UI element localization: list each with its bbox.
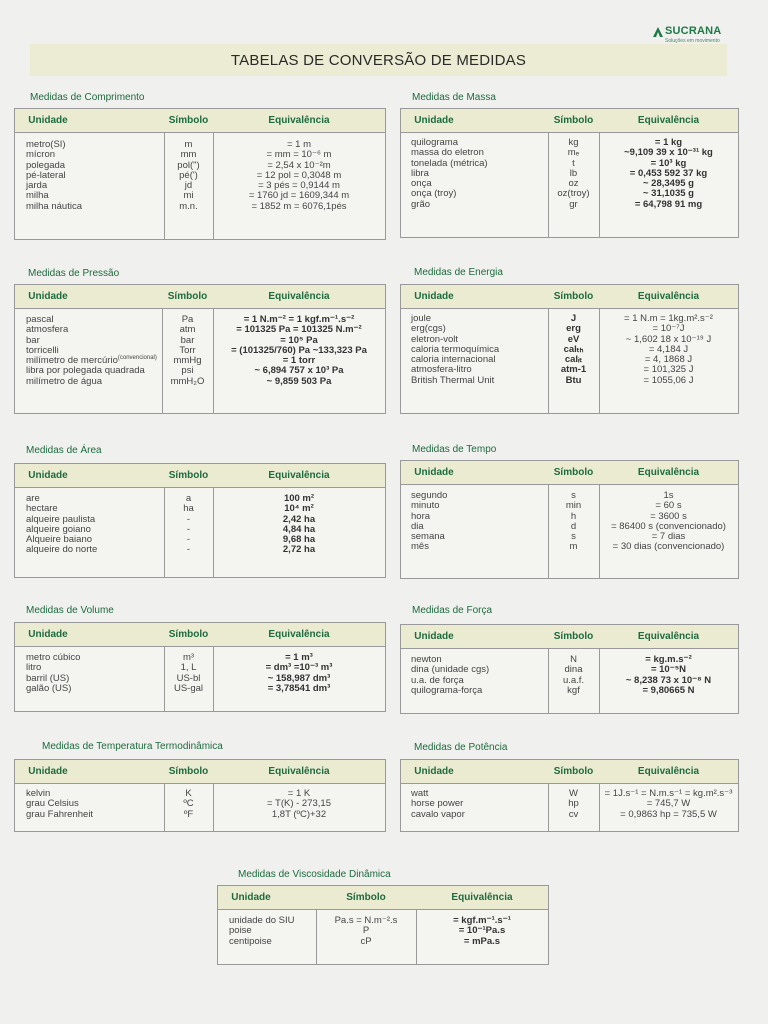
table-cell: = 3,78541 dm³ [267,682,331,694]
table-cell: alqueire do norte [26,544,98,556]
table-cell: oz [568,178,579,190]
table-cell: = 10⁵ Pa [280,334,318,346]
section-title-massa: Medidas de Massa [412,92,496,103]
table-cell: calᵢₜ [564,354,583,366]
table-cell: m [569,541,578,553]
table-temperatura [14,759,386,832]
table-cell: hora [411,510,431,522]
table-cell: are [26,493,40,504]
table-cell: mₑ [567,147,580,159]
symbol-column [548,314,599,386]
header-symbol: Símbolo [553,631,594,642]
table-cell: u.a. de força [411,674,464,686]
table-cell: libra por polegada quadrada [26,365,145,377]
table-cell: N [570,654,577,665]
table-cell: alqueire paulista [26,513,96,525]
unit-column [411,655,489,696]
table-cell: = 3600 s [650,510,687,522]
section-title-pressao: Medidas de Pressão [28,268,120,279]
table-cell: pé(') [179,169,198,181]
table-header [401,760,738,784]
table-cell: = 4, 1868 J [644,354,693,366]
equivalence-column [599,655,738,696]
table-cell: = 10⁻⁷J [652,323,685,335]
header-symbol: Símbolo [346,892,386,903]
table-cell: u.a.f. [562,674,585,686]
header-symbol: Símbolo [168,115,209,126]
header-equivalence: Equivalência [637,115,700,126]
table-cell: = 1 torr [282,355,316,367]
equivalence-column [599,138,738,210]
table-cell: = 2,54 x 10⁻²m [267,159,331,171]
table-cell: ~9,109 39 x 10⁻³¹ kg [624,147,713,159]
table-cell: = kgf.m⁻¹.s⁻¹ [453,915,511,926]
unit-column [26,494,97,556]
table-cell: centipoise [229,935,272,947]
table-cell: eV [567,333,580,345]
table-cell: lb [569,167,578,179]
table-cell: milímetro de mercúrio$^{(convencional)}$ [26,355,157,367]
table-volume [14,622,386,712]
table-cell: oz(troy) [557,188,590,200]
symbol-column [164,140,213,212]
table-cell: 1s [663,490,674,501]
table-cell: milha [26,190,49,202]
table-cell: US-bl [176,672,201,684]
table-cell: ºC [183,798,194,810]
equivalence-column [213,494,385,556]
table-cell: = mm = 10⁻⁶ m [266,149,332,161]
header-equivalence: Equivalência [268,470,330,481]
table-cell: ºF [183,808,194,820]
table-cell: t [572,157,575,169]
table-cell: 9,68 ha [282,534,316,546]
table-cell: = 1 N.m = 1kg.m².s⁻² [624,313,713,324]
table-cell: cP [360,935,372,947]
table-header [401,625,738,649]
header-symbol: Símbolo [553,291,594,302]
table-cell: 2,42 ha [282,513,316,525]
table-cell: pé-lateral [26,169,66,181]
table-cell: grau Fahrenheit [26,808,94,820]
table-header [15,623,385,647]
header-unit: Unidade [231,892,271,903]
table-cell: = 1 kg [654,137,683,148]
table-cell: onça (troy) [411,188,457,200]
table-cell: erg(cgs) [411,323,446,335]
table-comprimento [14,108,386,240]
table-cell: = 64,798 91 mg [634,198,703,210]
table-cell: 10⁴ m² [284,503,314,515]
unit-column [26,140,82,212]
table-cell: mícron [26,149,56,161]
table-cell: hectare [26,503,58,515]
table-header [401,461,738,485]
table-cell: = 0,9863 hp = 735,5 W [620,808,717,820]
table-cell: unidade do SIU [229,915,295,926]
table-cell: Pa [181,314,194,325]
header-equivalence: Equivalência [268,629,330,640]
table-cell: Pa.s = N.m⁻².s [334,915,398,926]
table-cell: milha náutica [26,200,82,212]
table-cell: minuto [411,500,440,512]
table-cell: barril (US) [26,672,70,684]
table-cell: = 1 K [287,788,311,799]
header-symbol: Símbolo [553,766,594,777]
header-equivalence: Equivalência [451,892,513,903]
table-cell: = dm³ =10⁻³ m³ [265,662,333,674]
header-unit: Unidade [28,291,68,302]
table-cell: ~ 9,859 503 Pa [266,375,332,387]
table-cell: a [185,493,192,504]
table-cell: W [569,788,578,799]
table-massa [400,108,739,238]
equivalence-column [213,789,385,820]
table-cell: caloria internacional [411,354,496,366]
table-cell: erg [566,323,581,335]
table-cell: ~ 28,3495 g [643,178,694,190]
table-cell: poise [229,925,252,937]
section-title-tempo: Medidas de Tempo [412,444,497,455]
unit-column [229,916,295,947]
table-cell: K [185,788,192,799]
table-cell: kelvin [26,788,51,799]
symbol-column [548,138,599,210]
header-equivalence: Equivalência [637,467,700,478]
header-unit: Unidade [414,291,454,302]
table-cell: quilograma [411,137,458,148]
table-cell: metro(SI) [26,139,66,150]
table-cell: min [565,500,582,512]
table-cell: - [186,523,191,535]
table-cell: psi [181,365,194,377]
table-cell: litro [26,662,42,674]
section-title-temperatura: Medidas de Temperatura Termodinâmica [42,741,223,752]
header-symbol: Símbolo [167,291,208,302]
table-cell: horse power [411,798,464,810]
table-cell: = 1760 jd = 1609,344 m [248,190,350,202]
sucrana-logo [652,24,732,46]
table-cell: - [186,534,191,546]
header-unit: Unidade [28,766,68,777]
table-cell: J [570,313,577,324]
unit-column [411,314,499,386]
table-cell: m [184,139,193,150]
symbol-column [316,916,416,947]
section-title-area: Medidas de Área [26,445,102,456]
table-cell: = 1 m³ [285,652,313,663]
table-tempo [400,460,739,579]
table-cell: 1,8T (ºC)+32 [271,808,327,820]
table-cell: alqueire goiano [26,523,91,535]
table-header [15,109,385,133]
table-cell: = 101,325 J [643,364,694,376]
table-cell: jd [184,180,193,192]
leaf-logo-icon [652,26,664,38]
table-cell: hp [568,798,579,810]
section-title-comprimento: Medidas de Comprimento [30,92,145,103]
section-title-viscosidade: Medidas de Viscosidade Dinâmica [238,869,391,880]
table-cell: US-gal [173,682,204,694]
table-cell: kgf [567,684,580,696]
table-cell: ha [183,503,194,515]
table-cell: kg [568,137,579,148]
table-cell: = 101325 Pa = 101325 N.m⁻² [236,324,362,336]
table-header [15,760,385,784]
table-potencia [400,759,739,832]
table-cell: libra [411,167,429,179]
symbol-column [164,653,213,694]
table-cell: mm [180,149,197,161]
header-equivalence: Equivalência [268,291,330,302]
table-cell: British Thermal Unit [411,374,495,386]
table-cell: ~ 6,894 757 x 10³ Pa [254,365,344,377]
table-cell: = 60 s [655,500,682,512]
table-cell: grão [411,198,431,210]
table-viscosidade [217,885,549,965]
section-title-potencia: Medidas de Potência [414,742,508,753]
table-cell: calₜₕ [563,343,584,355]
table-cell: jarda [26,180,48,192]
table-cell: = 1 m [286,139,312,150]
table-cell: dia [411,520,424,532]
table-cell: Alqueire baiano [26,534,93,546]
table-cell: eletron-volt [411,333,458,345]
table-cell: Btu [565,374,582,386]
table-pressao [14,284,386,414]
table-cell: ~ 1,602 18 x 10⁻¹⁹ J [625,333,712,345]
table-cell: bar [180,334,195,346]
table-cell: - [186,544,191,556]
symbol-column [164,789,213,820]
table-cell: tonelada (métrica) [411,157,488,169]
table-cell: = 10⁻⁵N [650,664,687,676]
table-cell: dina (unidade cgs) [411,664,490,676]
table-area [14,463,386,578]
table-cell: gr [569,198,578,210]
table-cell: = (101325/760) Pa ~133,323 Pa [231,344,367,356]
header-unit: Unidade [414,115,454,126]
table-cell: = 10³ kg [650,157,687,169]
table-cell: m.n. [179,200,198,212]
table-cell: = 1 N.m⁻² = 1 kgf.m⁻¹.s⁻² [243,314,355,325]
table-cell: h [570,510,577,522]
table-cell: massa do eletron [411,147,484,159]
table-cell: = 3 pés = 0,9144 m [258,180,340,192]
section-title-volume: Medidas de Volume [26,605,114,616]
header-unit: Unidade [414,467,454,478]
unit-column [26,315,157,387]
table-cell: 2,72 ha [282,544,316,556]
table-cell: P [362,925,370,937]
table-cell: Torr [179,344,196,356]
table-cell: mês [411,541,429,553]
unit-column [26,789,93,820]
table-cell: m³ [182,652,195,663]
unit-column [26,653,80,694]
table-cell: bar [26,334,40,346]
equivalence-column [416,916,548,947]
table-cell: polegada [26,159,66,171]
table-cell: = 1852 m = 6076,1pés [251,200,347,212]
table-cell: = 30 dias (convencionado) [612,541,725,553]
table-cell: semana [411,531,445,543]
table-cell: ~ 8,238 73 x 10⁻⁸ N [625,674,712,686]
equivalence-column [599,491,738,553]
table-cell: galão (US) [26,682,72,694]
header-equivalence: Equivalência [637,631,700,642]
table-cell: 100 m² [283,493,315,504]
table-cell: s [571,490,576,501]
table-cell: atm-1 [560,364,587,376]
symbol-column [162,315,213,387]
table-cell: watt [411,788,429,799]
table-cell: milímetro de água [26,375,103,387]
equivalence-column [599,314,738,386]
header-symbol: Símbolo [168,766,209,777]
table-cell: cv [568,808,579,820]
table-cell: onça [411,178,432,190]
symbol-column [548,491,599,553]
symbol-column [548,655,599,696]
table-cell: caloria termoquímica [411,343,500,355]
header-symbol: Símbolo [553,467,594,478]
header-equivalence: Equivalência [637,291,700,302]
header-unit: Unidade [414,631,454,642]
table-cell: ~ 31,1035 g [643,188,694,200]
table-energia [400,284,739,414]
table-cell: joule [411,313,432,324]
header-equivalence: Equivalência [268,766,330,777]
table-cell: = 10⁻¹Pa.s [458,925,506,937]
header-unit: Unidade [28,115,68,126]
table-header [218,886,548,910]
table-header [15,285,385,309]
table-header [401,285,738,309]
header-equivalence: Equivalência [637,766,700,777]
table-cell: quilograma-força [411,684,483,696]
table-cell: = 12 pol = 0,3048 m [256,169,342,181]
table-cell: = 1055,06 J [643,374,694,386]
header-unit: Unidade [28,629,68,640]
logo-tagline: Soluções em movimento [665,38,720,44]
unit-column [411,789,465,820]
header-symbol: Símbolo [168,629,209,640]
table-cell: ~ 158,987 dm³ [267,672,331,684]
table-cell: - [186,513,191,525]
unit-note: (convencional) [117,355,157,362]
table-cell: grau Celsius [26,798,79,810]
table-cell: = 86400 s (convencionado) [611,520,726,532]
header-unit: Unidade [28,470,68,481]
equivalence-column [213,653,385,694]
table-header [401,109,738,133]
table-forca [400,624,739,714]
table-cell: cavalo vapor [411,808,465,820]
logo-brand: SUCRANA [665,25,722,37]
unit-column [411,138,488,210]
header-symbol: Símbolo [553,115,594,126]
table-cell: 4,84 ha [282,523,316,535]
table-cell: mi [183,190,194,202]
table-cell: = 745,7 W [646,798,691,810]
table-cell: pol(") [177,159,200,171]
table-cell: segundo [411,490,448,501]
table-cell: mmHg [173,355,202,367]
header-unit: Unidade [414,766,454,777]
table-cell: d [570,520,577,532]
table-cell: atmosfera [26,324,69,336]
table-cell: atmosfera-litro [411,364,472,376]
table-cell: = 0,453 592 37 kg [629,167,708,179]
table-cell: dina [564,664,583,676]
table-cell: atm [179,324,196,336]
symbol-column [548,789,599,820]
table-cell: = kg.m.s⁻² [645,654,692,665]
page-title: TABELAS DE CONVERSÃO DE MEDIDAS [30,44,727,76]
table-header [15,464,385,488]
table-cell: = T(K) - 273,15 [267,798,331,810]
section-title-forca: Medidas de Força [412,605,493,616]
table-cell: = 1J.s⁻¹ = N.m.s⁻¹ = kg.m².s⁻³ [604,788,733,799]
symbol-column [164,494,213,556]
header-equivalence: Equivalência [268,115,330,126]
table-cell: = 7 dias [651,531,686,543]
table-cell: newton [411,654,442,665]
table-cell: 1, L [180,662,197,674]
header-symbol: Símbolo [168,470,209,481]
equivalence-column [213,140,385,212]
table-cell: = 4,184 J [648,343,689,355]
table-cell: mmH₂O [170,375,205,387]
table-cell: metro cúbico [26,652,81,663]
table-cell: = mPa.s [463,935,501,947]
equivalence-column [599,789,738,820]
unit-column [411,491,447,553]
table-cell: torricelli [26,344,59,356]
table-cell: pascal [26,314,54,325]
section-title-energia: Medidas de Energia [414,267,503,278]
equivalence-column [213,315,385,387]
table-cell: = 9,80665 N [642,684,695,696]
table-cell: s [571,531,576,543]
